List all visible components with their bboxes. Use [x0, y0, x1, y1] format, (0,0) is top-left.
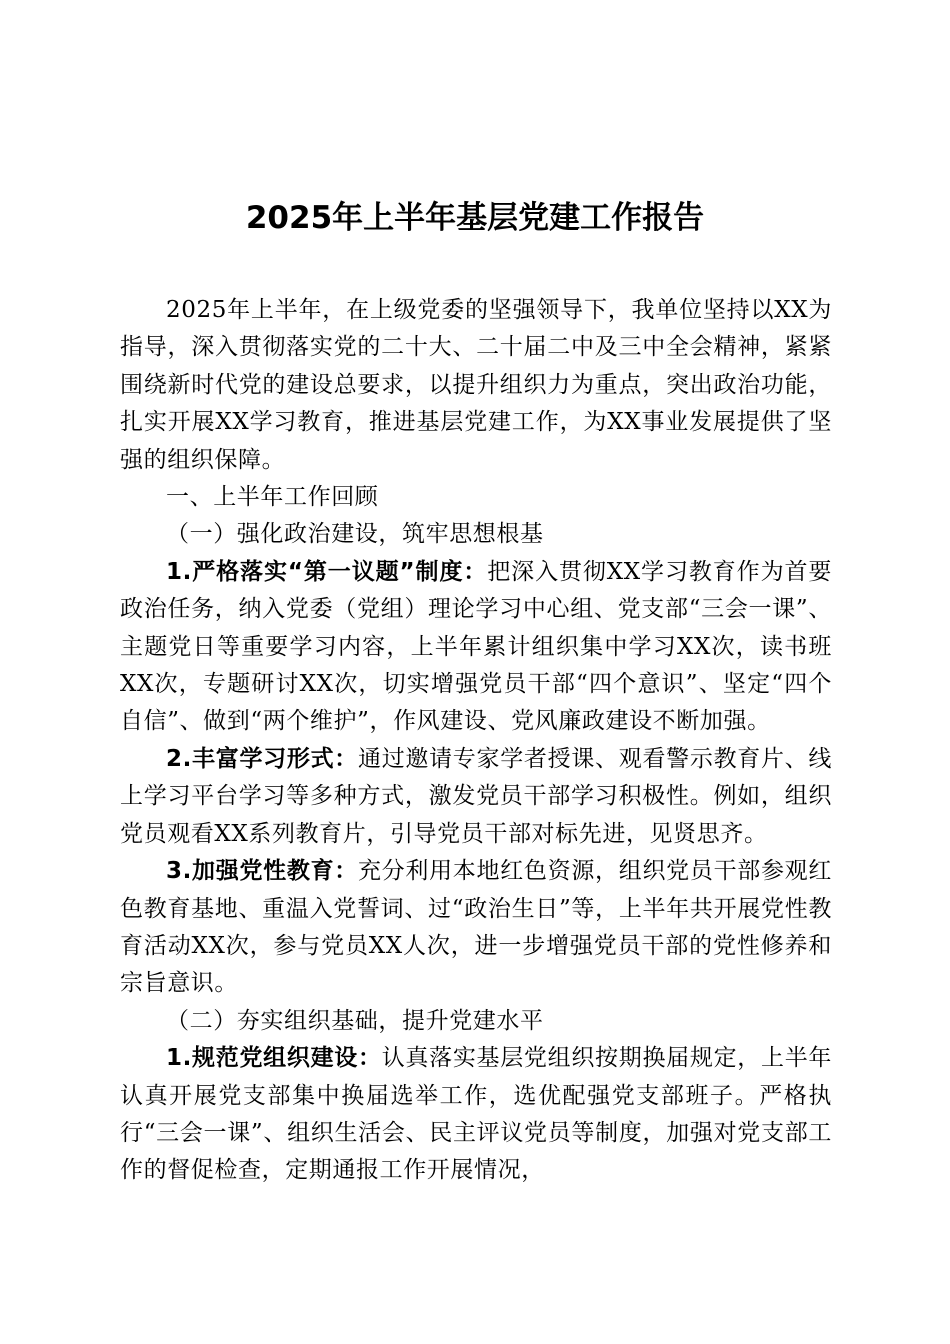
paragraph-org-building — [120, 1040, 832, 1190]
paragraph-text: 把深入贯彻XX学习教育作为首要政治任务，纳入党委（党组）理论学习中心组、党支部“三会一课”、主题党日等重要学习内容，上半年累计组织集中学习XX次，读书班XX次，专题研讨XX次，切实增强党员干部“四个意识”、坚定“四个自信”、做到“两个维护”，作风建设、党风廉政建设不断加强。 — [120, 558, 832, 735]
paragraph-lead: 3.加强党性教育： — [166, 858, 358, 885]
subsection-heading-political: （一）强化政治建设，筑牢思想根基 — [166, 521, 544, 548]
paragraph-lead: 1.规范党组织建设： — [166, 1045, 382, 1072]
document-title: 2025年上半年基层党建工作报告 — [245, 200, 705, 236]
paragraph-text: 认真落实基层党组织按期换届规定，上半年认真开展党支部集中换届选举工作，选优配强党支部班子。严格执行“三会一课”、组织生活会、民主评议党员等制度，加强对党支部工作的督促检查，定期通报工作开展情况， — [120, 1045, 832, 1184]
subsection-heading-organization: （二）夯实组织基础，提升党建水平 — [166, 1007, 544, 1034]
paragraph-first-topic — [120, 554, 832, 741]
paragraph-lead: 2.丰富学习形式： — [166, 745, 358, 772]
paragraph-learning-forms — [120, 741, 832, 853]
paragraph-text: 通过邀请专家学者授课、观看警示教育片、线上学习平台学习等多种方式，激发党员干部学习积极性。例如，组织党员观看XX系列教育片，引导党员干部对标先进，见贤思齐。 — [120, 745, 832, 847]
paragraph-text: 充分利用本地红色资源，组织党员干部参观红色教育基地、重温入党誓词、过“政治生日”等，上半年共开展党性教育活动XX次，参与党员XX人次，进一步增强党员干部的党性修养和宗旨意识。 — [120, 858, 832, 997]
paragraph-lead: 1.严格落实“第一议题”制度： — [166, 558, 488, 585]
document-body — [120, 292, 832, 1190]
section-heading-review: 一、上半年工作回顾 — [166, 484, 379, 511]
intro-paragraph: 2025年上半年，在上级党委的坚强领导下，我单位坚持以XX为指导，深入贯彻落实党的二十大、二十届二中及三中全会精神，紧紧围绕新时代党的建设总要求，以提升组织力为重点，突出政治功能，扎实开展XX学习教育，推进基层党建工作，为XX事业发展提供了坚强的组织保障。 — [120, 297, 832, 473]
paragraph-party-education — [120, 853, 832, 1003]
